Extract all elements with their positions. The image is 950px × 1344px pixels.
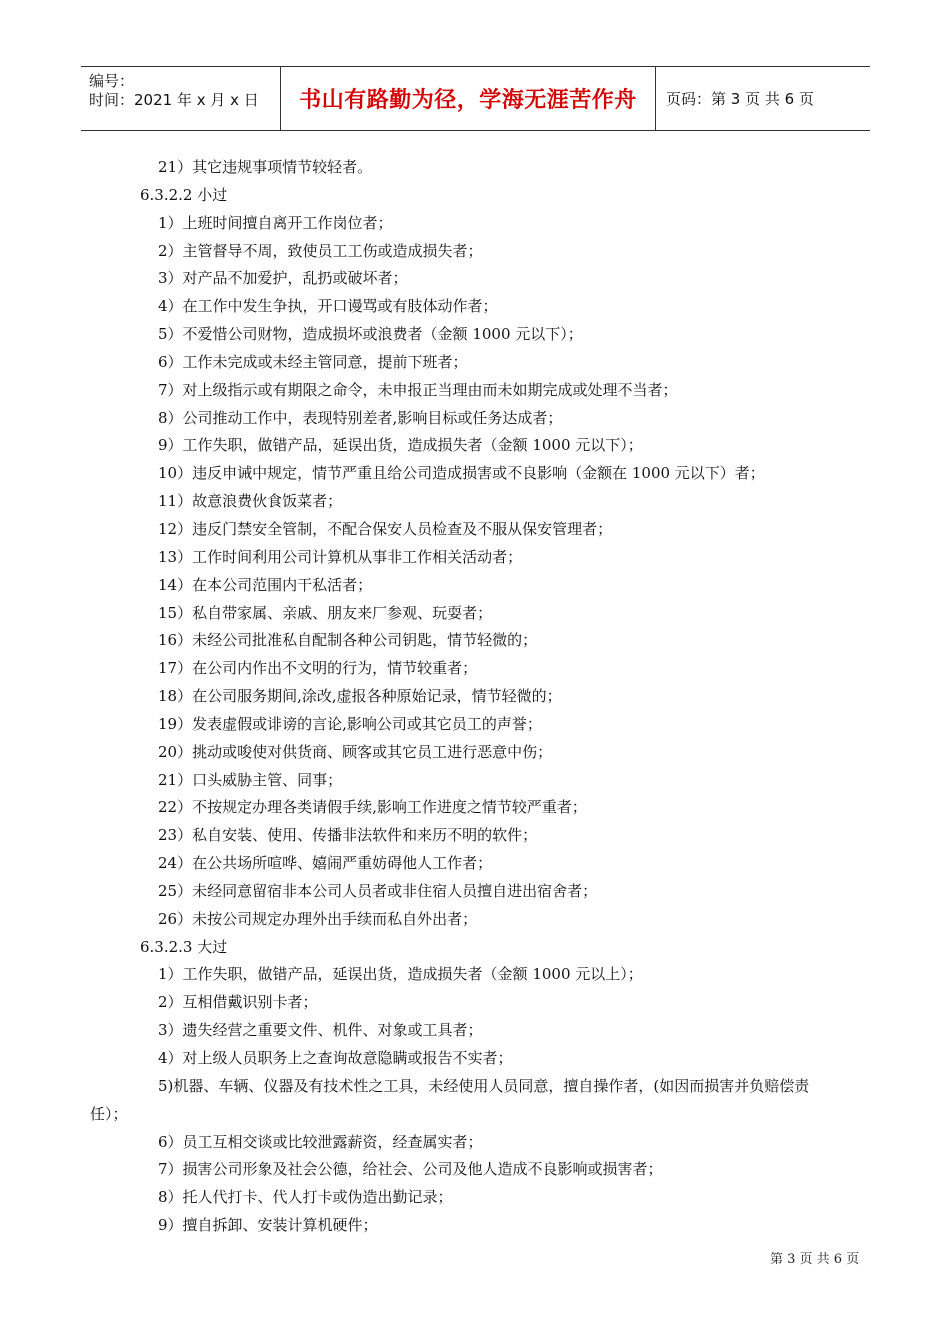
list-item: 22）不按规定办理各类请假手续,影响工作进度之情节较严重者；	[158, 798, 587, 817]
list-item: 7）对上级指示或有期限之命令，未申报正当理由而未如期完成或处理不当者；	[158, 380, 678, 399]
list-item: 24）在公共场所喧哗、嬉闹严重妨碍他人工作者；	[158, 854, 493, 873]
list-item: 4）在工作中发生争执，开口谩骂或有肢体动作者；	[158, 297, 498, 316]
list-item: 4）对上级人员职务上之查询故意隐瞒或报告不实者；	[158, 1049, 513, 1067]
list-item: 2）主管督导不周，致使员工工伤或造成损失者；	[158, 241, 483, 260]
header-motto: 书山有路勤为径，学海无涯苦作舟	[281, 67, 656, 130]
list-item: 3）遗失经营之重要文件、机件、对象或工具者；	[158, 1021, 483, 1040]
list-item: 21）其它违规事项情节较轻者。	[158, 158, 373, 176]
list-item: 20）挑动或唆使对供货商、顾客或其它员工进行恶意中伤；	[158, 742, 553, 761]
list-item: 16）未经公司批准私自配制各种公司钥匙，情节轻微的；	[158, 631, 538, 650]
list-item: 25）未经同意留宿非本公司人员者或非住宿人员擅自进出宿舍者；	[158, 881, 598, 900]
list-item: 1）工作失职，做错产品，延误出货，造成损失者（金额 1000 元以上）；	[158, 965, 643, 984]
document-number-label: 编号：	[89, 72, 135, 90]
list-item: 3）对产品不加爱护，乱扔或破坏者；	[158, 269, 408, 288]
list-item: 17）在公司内作出不文明的行为，情节较重者；	[158, 659, 478, 678]
document-date-label: 时间：2021 年 x 月 x 日	[89, 91, 259, 109]
header-meta	[81, 67, 281, 130]
list-item: 18）在公司服务期间,涂改,虚报各种原始记录，情节轻微的；	[158, 687, 562, 706]
list-item: 1）上班时间擅自离开工作岗位者；	[158, 213, 393, 232]
list-item: 8）托人代打卡、代人打卡或伪造出勤记录；	[158, 1188, 453, 1207]
list-item: 12）违反门禁安全管制，不配合保安人员检查及不服从保安管理者；	[158, 519, 613, 538]
list-item: 21）口头威胁主管、同事；	[158, 770, 343, 789]
list-item: 19）发表虚假或诽谤的言论,影响公司或其它员工的声誉；	[158, 714, 542, 733]
list-item: 6）员工互相交谈或比较泄露薪资，经查属实者；	[158, 1132, 483, 1151]
list-item: 9）擅自拆卸、安装计算机硬件；	[158, 1216, 378, 1235]
list-item: 8）公司推动工作中，表现特别差者,影响目标或任务达成者；	[158, 408, 563, 427]
header-page-number: 页码：第 3 页 共 6 页	[666, 90, 814, 108]
list-item: 7）损害公司形象及社会公德，给社会、公司及他人造成不良影响或损害者；	[158, 1160, 663, 1179]
list-item: 9）工作失职，做错产品，延误出货，造成损失者（金额 1000 元以下）；	[158, 436, 643, 455]
list-item: 11）故意浪费伙食饭菜者；	[158, 492, 343, 511]
section-heading: 6.3.2.2 小过	[140, 185, 228, 204]
list-item: 13）工作时间利用公司计算机从事非工作相关活动者；	[158, 547, 523, 566]
list-item: 2）互相借戴识别卡者；	[158, 993, 318, 1012]
list-item: 5)机器、车辆、仪器及有技术性之工具，未经使用人员同意，擅自操作者，(如因而损害并负赔偿责	[158, 1076, 810, 1095]
list-item: 15）私自带家属、亲戚、朋友来厂参观、玩耍者；	[158, 603, 493, 622]
list-item: 26）未按公司规定办理外出手续而私自外出者；	[158, 909, 478, 928]
list-item: 14）在本公司范围内干私活者；	[158, 575, 373, 594]
list-item: 5）不爱惜公司财物，造成损坏或浪费者（金额 1000 元以下）；	[158, 325, 583, 344]
section-heading: 6.3.2.3 大过	[140, 937, 228, 956]
list-item: 任）；	[90, 1104, 128, 1123]
list-item: 6）工作未完成或未经主管同意，提前下班者；	[158, 352, 468, 371]
page-header	[81, 66, 870, 131]
list-item: 23）私自安装、使用、传播非法软件和来历不明的软件；	[158, 826, 538, 845]
list-item: 10）违反申诫中规定，情节严重且给公司造成损害或不良影响（金额在 1000 元以下）者；	[158, 464, 765, 483]
page-footer: 第 3 页 共 6 页	[770, 1252, 860, 1267]
document-body	[90, 154, 865, 1240]
